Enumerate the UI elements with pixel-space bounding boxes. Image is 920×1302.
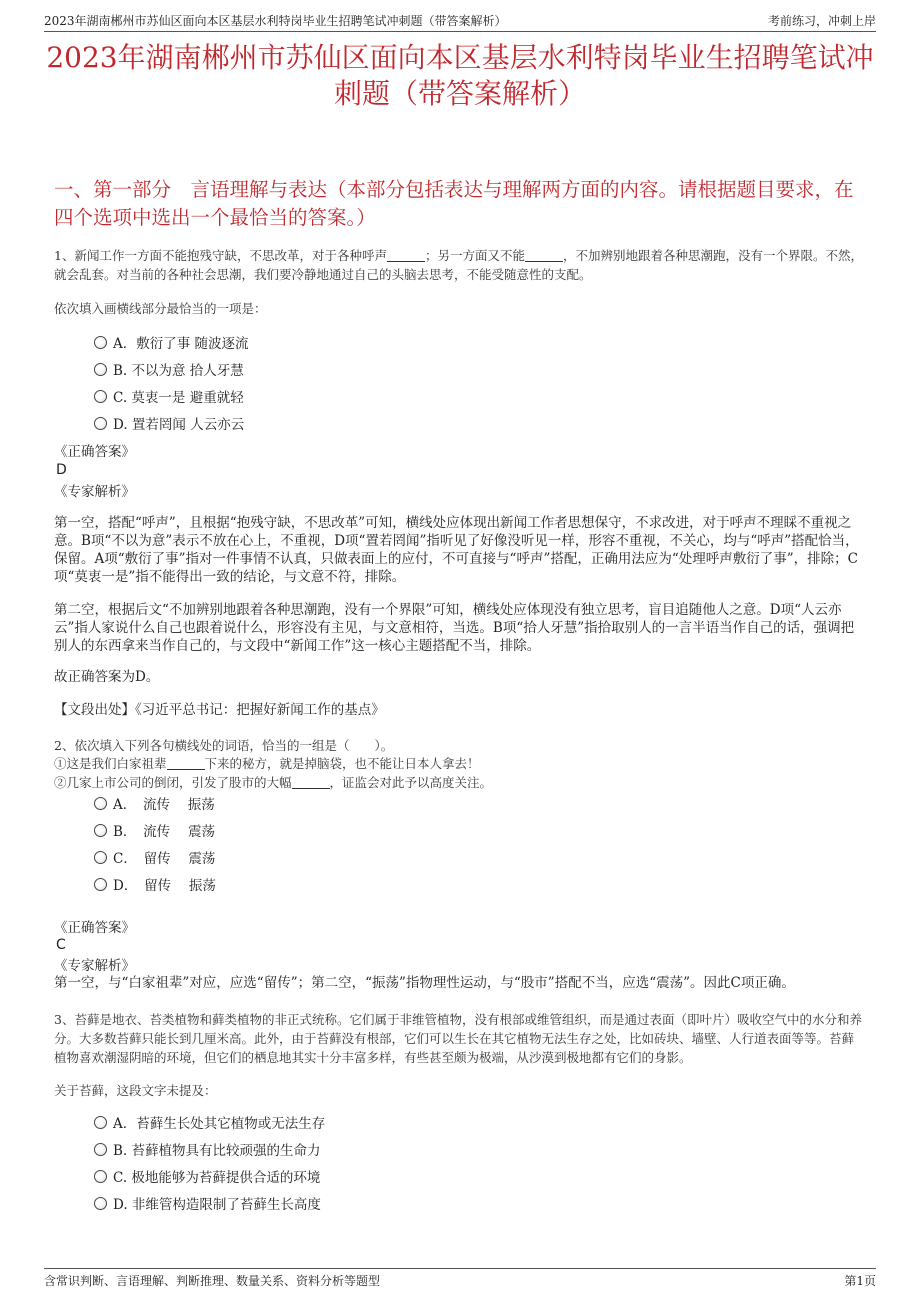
header-divider (44, 31, 876, 32)
q2-option-b[interactable]: B． 流传 震荡 (94, 822, 215, 842)
q3-option-a[interactable]: A．苔藓生长处其它植物或无法生存 (94, 1114, 325, 1134)
radio-icon[interactable] (94, 363, 107, 376)
radio-icon[interactable] (94, 824, 107, 837)
q2-analysis-label: 《专家解析》 (54, 958, 135, 974)
radio-icon[interactable] (94, 1116, 107, 1129)
q3-prompt: 关于苔藓，这段文字未提及： (54, 1083, 217, 1098)
header-doc-title: 2023年湖南郴州市苏仙区面向本区基层水利特岗毕业生招聘笔试冲刺题（带答案解析） (44, 14, 507, 28)
q2-option-d[interactable]: D． 留传 振荡 (94, 876, 216, 896)
q2-answer-label: 《正确答案》 (54, 920, 135, 936)
q1-answer-label: 《正确答案》 (54, 444, 135, 460)
q2-option-a[interactable]: A． 流传 振荡 (94, 795, 215, 815)
q2-stem: 2、依次填入下列各句横线处的词语，恰当的一组是（ ）。 (54, 738, 394, 753)
q1-analysis-paragraph-2: 第二空，根据后文“不加辨别地跟着各种思潮跑，没有一个界限”可知，横线处应体现没有独立思考，盲目追随他人之意。D项“人云亦云”指人家说什么自己也跟着说什么，形容没有主见，与文意相符，当选。B项“拾人牙慧”指拾取别人的一言半语当作自己的话，强调把别人的东西拿来当作自己的，与文段中“新闻工作”这一核心主题搭配不当，排除。 (54, 602, 855, 654)
q3-stem: 3、苔藓是地衣、苔类植物和藓类植物的非正式统称。它们属于非维管植物，没有根部或维管组织，而是通过表面（即叶片）吸收空气中的水分和养分。大多数苔藓只能长到几厘米高。此外，由于苔藓没有根部，它们可以生长在其它植物无法生存之处，比如砖块、墙壁、人行道表面等等。苔藓植物喜欢潮湿阴暗的环境，但它们的栖息地其实十分丰富多样，有些甚至颇为极端，从沙漠到极地都有它们的身影。 (54, 1012, 862, 1065)
page-title: 2023年湖南郴州市苏仙区面向本区基层水利特岗毕业生招聘笔试冲刺题（带答案解析） (46, 41, 874, 110)
q1-source: 【文段出处】《习近平总书记：把握好新闻工作的基点》 (54, 702, 385, 718)
q1-option-d[interactable]: D. 置若罔闻 人云亦云 (94, 415, 244, 435)
q2-sentence-2: ②几家上市公司的倒闭，引发了股市的大幅 ，证监会对此予以高度关注。 (54, 775, 493, 790)
q1-answer: D (56, 462, 67, 478)
q3-option-d[interactable]: D. 非维管构造限制了苔藓生长高度 (94, 1195, 321, 1215)
q2-sentence-1: ①这是我们白家祖辈 下来的秘方，就是掉脑袋，也不能让日本人拿去！ (54, 756, 480, 771)
q1-prompt: 依次填入画横线部分最恰当的一项是： (54, 301, 267, 316)
radio-icon[interactable] (94, 417, 107, 430)
footer-question-types: 含常识判断、言语理解、判断推理、数量关系、资料分析等题型 (44, 1274, 381, 1288)
q1-option-a[interactable]: A．敷衍了事 随波逐流 (94, 334, 249, 354)
q2-analysis: 第一空，与“白家祖辈”对应，应选“留传”；第二空，“振荡”指物理性运动，与“股市”搭配不当，应选“震荡”。因此C项正确。 (54, 975, 795, 991)
q3-option-b[interactable]: B. 苔藓植物具有比较顽强的生命力 (94, 1141, 321, 1161)
q1-analysis-paragraph-1: 第一空，搭配“呼声”，且根据“抱残守缺，不思改革”可知，横线处应体现出新闻工作者思想保守，不求改进，对于呼声不理睬不重视之意。B项“不以为意”表示不放在心上，不重视，D项“置若罔闻”指听见了好像没听见一样，形容不重视，不关心，均与“呼声”搭配恰当，保留。A项“敷衍了事”指对一件事情不认真，只做表面上的应付，不可直接与“呼声”搭配，正确用法应为“处理呼声敷衍了事”，排除；C项“莫衷一是”指不能得出一致的结论，与文意不符，排除。 (54, 515, 859, 585)
section-heading: 一、第一部分 言语理解与表达（本部分包括表达与理解两方面的内容。请根据题目要求，在四个选项中选出一个最恰当的答案。） (54, 178, 854, 229)
radio-icon[interactable] (94, 797, 107, 810)
radio-icon[interactable] (94, 878, 107, 891)
radio-icon[interactable] (94, 336, 107, 349)
radio-icon[interactable] (94, 1197, 107, 1210)
q1-analysis-label: 《专家解析》 (54, 484, 135, 500)
q1-option-c[interactable]: C. 莫衷一是 避重就轻 (94, 388, 244, 408)
q2-option-c[interactable]: C． 留传 震荡 (94, 849, 215, 869)
header-slogan: 考前练习，冲刺上岸 (767, 14, 876, 28)
radio-icon[interactable] (94, 390, 107, 403)
q1-option-b[interactable]: B. 不以为意 拾人牙慧 (94, 361, 244, 381)
radio-icon[interactable] (94, 1143, 107, 1156)
radio-icon[interactable] (94, 1170, 107, 1183)
footer-divider (44, 1268, 876, 1269)
q1-conclusion: 故正确答案为D。 (54, 669, 160, 685)
page-number: 第1页 (844, 1274, 876, 1288)
radio-icon[interactable] (94, 851, 107, 864)
q1-stem: 1、新闻工作一方面不能抱残守缺，不思改革，对于各种呼声 ；另一方面又不能 ，不加辨别地跟着各种思潮跑，没有一个界限。不然，就会乱套。对当前的各种社会思潮，我们要冷静地通过自己的头脑去思考，不能受随意性的支配。 (54, 248, 863, 282)
q2-answer: C (56, 937, 66, 953)
q3-option-c[interactable]: C. 极地能够为苔藓提供合适的环境 (94, 1168, 320, 1188)
